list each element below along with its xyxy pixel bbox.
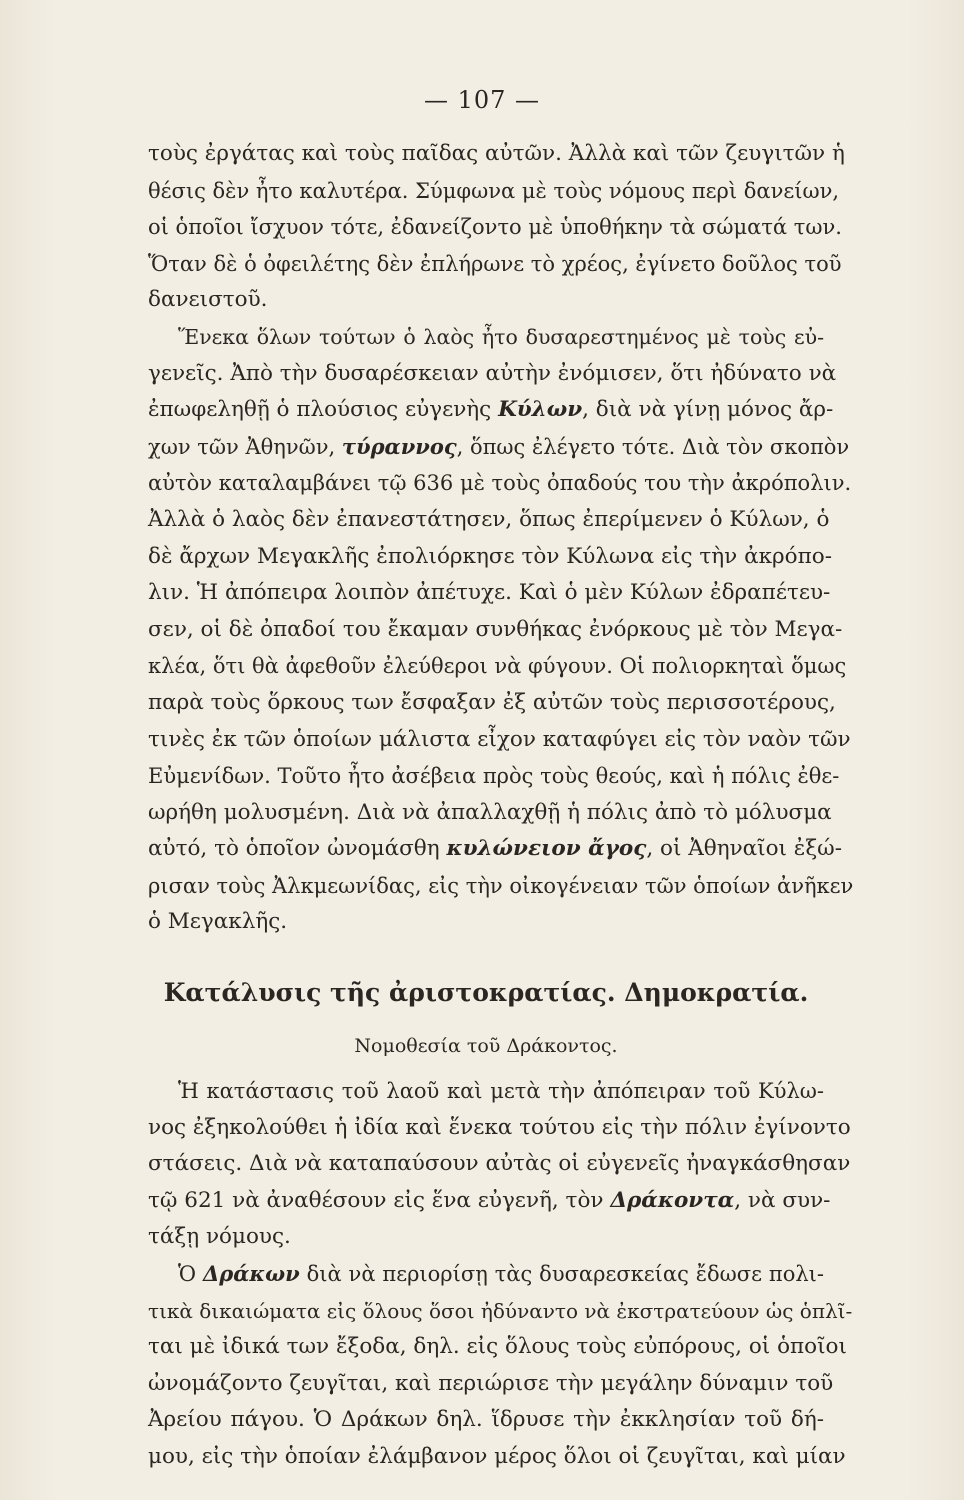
text-line: δανειστοῦ. (148, 287, 268, 313)
term-kyloneion-agos: κυλώνειον ἄγος (446, 836, 647, 862)
name-drakon: Δράκοντα (610, 1187, 735, 1213)
text-line: Ἡ κατάστασις τοῦ λαοῦ καὶ μετὰ τὴν ἀπόπειραν τοῦ Κύλω- (178, 1079, 824, 1104)
text-line: αὐτὸν καταλαμβάνει τῷ 636 μὲ τοὺς ὀπαδούς του τὴν ἀκρόπολιν. (148, 471, 852, 496)
text-line: κλέα, ὅτι θὰ ἀφεθοῦν ἐλεύθεροι νὰ φύγουν. Οἱ πολιορκηταὶ ὅμως (148, 654, 847, 679)
text-run: Ὁ (178, 1262, 203, 1287)
text-line: στάσεις. Διὰ νὰ καταπαύσουν αὐτὰς οἱ εὐγενεῖς ἠναγκάσθησαν (148, 1151, 851, 1177)
text-line (148, 429, 850, 466)
text-line: τάξῃ νόμους. (148, 1224, 291, 1250)
name-kylon: Κύλων (498, 397, 583, 423)
text-run: ἐπωφεληθῇ ὁ πλούσιος εὐγενὴς (148, 397, 499, 423)
text-line: παρὰ τοὺς ὅρκους των ἔσφαξαν ἐξ αὐτῶν τοὺς περισσοτέρους, (148, 689, 836, 715)
text-line: δὲ ἄρχων Μεγακλῆς ἐπολιόρκησε τὸν Κύλωνα εἰς τὴν ἀκρόπο- (148, 543, 832, 569)
text-line: ὁ Μεγακλῆς. (148, 909, 288, 935)
text-line (148, 1183, 831, 1220)
text-line (148, 831, 842, 868)
text-line: θέσις δὲν ἦτο καλυτέρα. Σύμφωνα μὲ τοὺς νόμους περὶ δανείων, (148, 178, 840, 203)
paragraph-4 (148, 1256, 853, 1476)
text-run: τῷ 621 νὰ ἀναθέσουν εἰς ἕνα εὐγενῆ, τὸν (148, 1187, 611, 1213)
page-number: — 107 — (423, 86, 541, 114)
text-line: μου, εἰς τὴν ὁποίαν ἐλάμβανον μέρος ὅλοι οἱ ζευγῖται, καὶ μίαν (148, 1444, 846, 1469)
paragraph-3 (148, 1073, 851, 1256)
text-run: αὐτό, τὸ ὁποῖον ὠνομάσθη (148, 836, 447, 862)
text-run: , ὅπως ἐλέγετο τότε. Διὰ τὸν σκοπὸν (456, 434, 850, 459)
text-block (148, 136, 854, 1476)
text-run: , διὰ νὰ γίνῃ μόνος ἄρ- (582, 397, 834, 423)
text-run: χων τῶν Ἀθηνῶν, (148, 434, 342, 459)
text-line: ωρήθη μολυσμένη. Διὰ νὰ ἀπαλλαχθῇ ἡ πόλις ἀπὸ τὸ μόλυσμα (148, 799, 832, 825)
text-line: Ἀρείου πάγου. Ὁ Δράκων δηλ. ἵδρυσε τὴν ἐκκλησίαν τοῦ δή- (148, 1407, 824, 1433)
text-line: τοὺς ἐργάτας καὶ τοὺς παῖδας αὐτῶν. Ἀλλὰ καὶ τῶν ζευγιτῶν ἡ (148, 141, 845, 166)
text-line (148, 392, 834, 429)
text-line: οἱ ὁποῖοι ἴσχυον τότε, ἐδανείζοντο μὲ ὑποθήκην τὰ σώματά των. (148, 215, 842, 240)
text-line: γενεῖς. Ἀπὸ τὴν δυσαρέσκειαν αὐτὴν ἐνόμισεν, ὅτι ἠδύνατο νὰ (148, 360, 837, 386)
paragraph-1 (148, 136, 845, 319)
text-line: τικὰ δικαιώματα εἰς ὅλους ὅσοι ἠδύναντο νὰ ἐκστρατεύουν ὡς ὁπλῖ- (148, 1298, 853, 1323)
term-tyrannos: τύραννος (341, 433, 457, 459)
text-line: Ἕνεκα ὅλων τούτων ὁ λαὸς ἦτο δυσαρεστημένος μὲ τοὺς εὐ- (178, 324, 824, 349)
section-subtitle: Νομοθεσία τοῦ Δράκοντος. (354, 1035, 618, 1058)
text-line: ται μὲ ἰδικά των ἔξοδα, δηλ. εἰς ὅλους τοὺς εὐπόρους, οἱ ὁποῖοι (148, 1334, 847, 1360)
text-line: Εὐμενίδων. Τοῦτο ἦτο ἀσέβεια πρὸς τοὺς θεούς, καὶ ἡ πόλις ἐθε- (148, 764, 840, 789)
text-run: , οἱ Ἀθηναῖοι ἐξώ- (646, 836, 842, 862)
text-line: Ὅταν δὲ ὁ ὀφειλέτης δὲν ἐπλήρωνε τὸ χρέος, ἐγίνετο δοῦλος τοῦ (148, 251, 842, 276)
name-drakon: Δράκων (202, 1261, 300, 1287)
section-title: Κατάλυσις τῆς ἀριστοκρατίας. Δημοκρατία. (163, 978, 809, 1008)
text-run: , νὰ συν- (734, 1187, 831, 1213)
text-line: νος ἐξηκολούθει ἡ ἰδία καὶ ἕνεκα τούτου εἰς τὴν πόλιν ἐγίνοντο (148, 1114, 851, 1140)
text-line: τινὲς ἐκ τῶν ὁποίων μάλιστα εἶχον καταφύγει εἰς τὸν ναὸν τῶν (148, 726, 851, 752)
text-line (148, 1256, 824, 1293)
text-line: Ἀλλὰ ὁ λαὸς δὲν ἐπανεστάτησεν, ὅπως ἐπερίμενεν ὁ Κύλων, ὁ (148, 506, 830, 532)
text-line: λιν. Ἡ ἀπόπειρα λοιπὸν ἀπέτυχε. Καὶ ὁ μὲν Κύλων ἐδραπέτευ- (148, 580, 831, 606)
text-line: ρισαν τοὺς Ἀλκμεωνίδας, εἰς τὴν οἰκογένειαν τῶν ὁποίων ἀνῆκεν (148, 873, 854, 898)
text-line: ὠνομάζοντο ζευγῖται, καὶ περιώρισε τὴν μεγάλην δύναμιν τοῦ (148, 1370, 834, 1396)
text-run: διὰ νὰ περιορίσῃ τὰς δυσαρεσκείας ἔδωσε πολι- (299, 1262, 824, 1287)
paragraph-2 (148, 319, 854, 941)
text-line: σεν, οἱ δὲ ὀπαδοί του ἔκαμαν συνθήκας ἐνόρκους μὲ τὸν Μεγα- (148, 616, 843, 642)
